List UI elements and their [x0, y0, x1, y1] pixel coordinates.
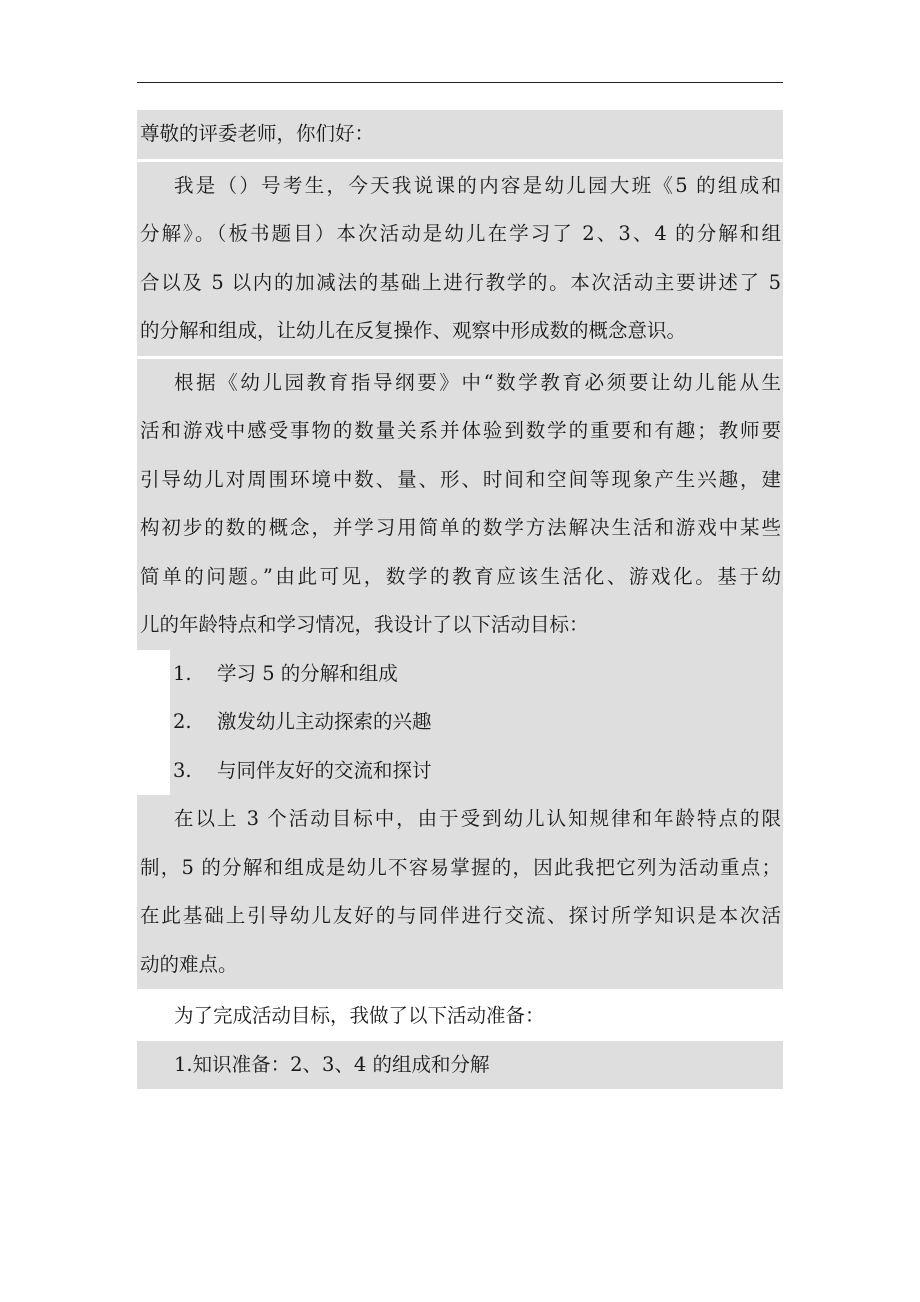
list-item-number: 2. — [173, 710, 192, 733]
paragraph-line: 在以上 3 个活动目标中，由于受到幼儿认知规律和年龄特点的限 — [137, 795, 783, 844]
list-item-number: 1. — [173, 661, 192, 685]
paragraph-line: 根据《幼儿园教育指导纲要》中“数学教育必须要让幼儿能从生 — [137, 359, 783, 408]
prep-intro: 为了完成活动目标，我做了以下活动准备： — [137, 992, 783, 1041]
prep-item-1: 1.知识准备：2、3、4 的组成和分解 — [137, 1041, 783, 1090]
paragraph-1 — [137, 162, 783, 356]
paragraph-line: 分解》。（板书题目）本次活动是幼儿在学习了 2、3、4 的分解和组 — [137, 210, 783, 259]
list-item-text: 学习 5 的分解和组成 — [217, 661, 398, 685]
paragraph-line: 制，5 的分解和组成是幼儿不容易掌握的，因此我把它列为活动重点； — [137, 844, 783, 893]
paragraph-line: 动的难点。 — [137, 941, 783, 990]
list-item-text: 激发幼儿主动探索的兴趣 — [217, 710, 432, 733]
paragraph-line: 在此基础上引导幼儿友好的与同伴进行交流、探讨所学知识是本次活 — [137, 892, 783, 941]
paragraph-line: 引导幼儿对周围环境中数、量、形、时间和空间等现象产生兴趣，建 — [137, 456, 783, 505]
list-item — [170, 650, 783, 699]
paragraph-line: 简单的问题。”由此可见，数学的教育应该生活化、游戏化。基于幼 — [137, 553, 783, 602]
list-item — [170, 747, 783, 796]
paragraph-line: 活和游戏中感受事物的数量关系并体验到数学的重要和有趣；教师要 — [137, 407, 783, 456]
header-rule — [137, 82, 783, 83]
paragraph-line: 构初步的数的概念，并学习用简单的数学方法解决生活和游戏中某些 — [137, 504, 783, 553]
list-item-number: 3. — [173, 758, 192, 782]
paragraph-line: 合以及 5 以内的加减法的基础上进行教学的。本次活动主要讲述了 5 — [137, 259, 783, 308]
paragraph-line: 儿的年龄特点和学习情况，我设计了以下活动目标： — [137, 601, 783, 650]
paragraph-2 — [137, 359, 783, 650]
paragraph-3 — [137, 795, 783, 989]
goals-list — [170, 650, 783, 796]
list-item — [170, 698, 783, 747]
paragraph-line: 我是（）号考生，今天我说课的内容是幼儿园大班《5 的组成和 — [137, 162, 783, 211]
greeting: 尊敬的评委老师，你们好： — [137, 110, 783, 159]
list-item-text: 与同伴友好的交流和探讨 — [217, 758, 432, 782]
paragraph-line: 的分解和组成，让幼儿在反复操作、观察中形成数的概念意识。 — [137, 307, 783, 356]
document-body — [137, 110, 783, 1089]
